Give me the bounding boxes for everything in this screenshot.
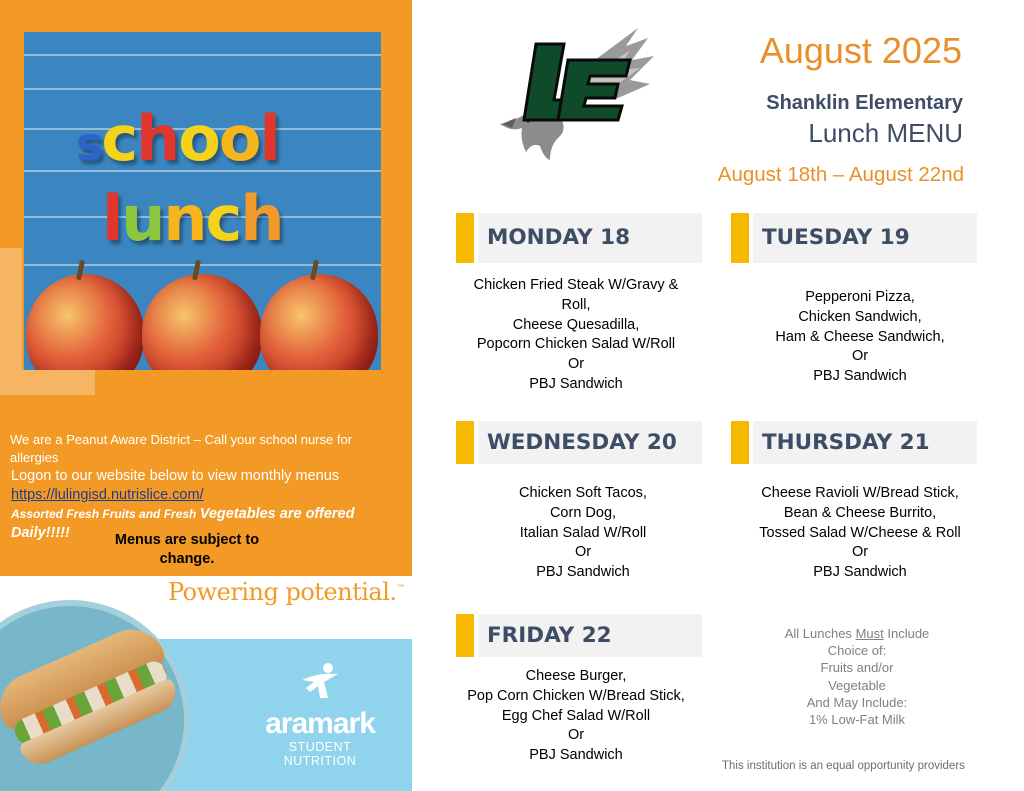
letters-school [76,102,279,175]
day-header-monday [456,213,702,263]
board-line [24,54,381,56]
menu-item: Italian Salad W/Roll [519,524,647,541]
trademark-mark: ™ [396,584,406,594]
menu-item: Or [567,356,585,373]
note-line: And May Include: [806,694,908,710]
letter: o [218,102,260,175]
letter: l [102,182,122,255]
day-header-friday [456,614,702,657]
letter: n [163,182,206,255]
menu-item: Ham & Cheese Sandwich, [775,328,945,345]
info-panel [0,395,412,576]
menu-website-link[interactable]: https://lulingisd.nutrislice.com/ [11,487,204,503]
note-line [742,625,972,642]
school-lunch-photo [24,32,381,370]
board-line [24,88,381,90]
letter: h [240,182,283,255]
menu-title: Lunch MENU [808,118,963,148]
aramark-logo [250,662,390,768]
decorative-block [0,370,95,395]
menu-item: Pepperoni Pizza, [805,289,915,305]
note-line: Vegetable [828,677,886,693]
accent-bar [456,614,474,657]
board-line [24,264,381,266]
menu-item: Egg Chef Salad W/Roll [501,707,651,724]
fresh-small-text: Assorted Fresh Fruits and Fresh [11,507,197,521]
menu-item: Roll, [561,296,591,313]
day-label: FRIDAY 22 [487,623,612,648]
equal-opportunity-statement: This institution is an equal opportunity providers [722,760,965,772]
week-range: August 18th – August 22nd [717,163,964,186]
accent-bar [456,421,474,464]
day-header-thursday [731,421,977,464]
apple [260,274,378,370]
brand-line-1: STUDENT [288,740,352,754]
apple [142,274,262,370]
day-label: TUESDAY 19 [762,225,910,250]
peanut-aware-notice: We are a Peanut Aware District – Call your school nurse for allergies [10,432,353,465]
menu-item: Chicken Sandwich, [798,308,922,325]
letter: u [121,182,164,255]
menu-item: Chicken Soft Tacos, [519,485,647,501]
menu-item: PBJ Sandwich [529,747,623,764]
menu-item: Bean & Cheese Burrito, [783,504,937,521]
menu-item: Corn Dog, [549,504,617,521]
menu-item: PBJ Sandwich [529,375,623,392]
menu-item: Or [851,544,869,561]
letter: c [101,102,137,175]
menu-item: Popcorn Chicken Salad W/Roll [476,336,676,353]
menu-items-tuesday [740,288,980,387]
letter: h [136,102,179,175]
day-label: THURSDAY 21 [762,430,930,455]
letter: o [178,102,219,175]
note-must: Must [855,626,884,641]
fresh-big-text: Vegetables are offered Daily!!!!! [11,506,355,541]
brand-line-2: NUTRITION [283,754,357,768]
day-label: WEDNESDAY 20 [487,430,677,455]
note-post: Include [887,626,930,641]
menu-item: PBJ Sandwich [536,564,630,581]
letters-lunch [102,182,282,255]
note-line: Fruits and/or [820,660,894,676]
day-label: MONDAY 18 [487,225,631,250]
note-line: Choice of: [827,643,887,659]
menu-item: Pop Corn Chicken W/Bread Stick, [467,687,685,704]
letter: c [205,182,241,255]
day-header-tuesday [731,213,977,263]
menu-item: Or [851,348,869,365]
menu-item: Or [567,727,585,744]
menu-items-monday [456,276,696,395]
menu-item: Or [574,544,592,561]
subject-to-change-note: Menus are subject to change. [114,532,260,567]
menu-item: Chicken Fried Steak W/Gravy & [473,277,679,293]
letter: l [259,102,279,175]
menu-month: August 2025 [759,30,962,71]
menu-items-friday [456,667,696,766]
accent-bar [731,421,749,464]
logon-text: Logon to our website below to view monthly menus [11,468,340,484]
note-pre: All Lunches [784,626,852,641]
tagline [168,578,405,606]
accent-bar [731,213,749,263]
menu-items-wednesday [463,484,703,583]
note-line: 1% Low-Fat Milk [808,712,906,728]
brand-name: aramark [265,707,375,740]
menu-item: Cheese Ravioli W/Bread Stick, [761,485,959,501]
tagline-text: Powering potential. [168,578,397,606]
menu-item: PBJ Sandwich [813,564,907,581]
menu-items-thursday [740,484,980,583]
school-name: Shanklin Elementary [766,92,963,114]
menu-item: Cheese Quesadilla, [512,316,640,333]
apple [26,274,144,370]
accent-bar [456,213,474,263]
menu-item: Cheese Burger, [525,668,627,684]
menu-item: PBJ Sandwich [813,368,907,385]
person-figure-icon [250,662,390,708]
letter: s [76,117,102,171]
menu-item: Tossed Salad W/Cheese & Roll [759,524,961,541]
photo-panel [0,0,412,395]
lunch-requirements-note [742,625,972,728]
day-header-wednesday [456,421,702,464]
